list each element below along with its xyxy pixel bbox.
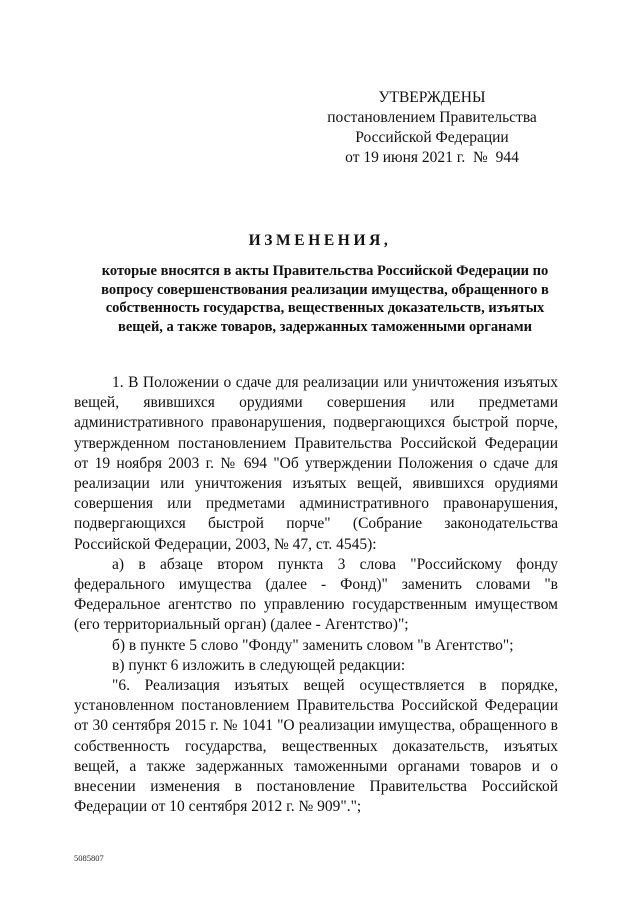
approval-issuer: постановлением Правительства — [327, 109, 537, 126]
document-heading: ИЗМЕНЕНИЯ, — [248, 232, 392, 249]
document-body — [74, 373, 558, 817]
paragraph-4: в) пункт 6 изложить в следующей редакции: — [112, 656, 406, 674]
approval-date-number: от 19 июня 2021 г. № 944 — [345, 149, 519, 166]
paragraph-3: б) в пункте 5 слово "Фонду" заменить словом "в Агентство"; — [112, 636, 514, 654]
paragraph-1: 1. В Положении о сдаче для реализации или уничтожения изъятых вещей, явившихся орудиями совершения или предметами административного правонарушения, подвергающихся быстрой порче, утвержденном постановлением Правительства Российской Федерации от 19 ноября 2003 г. № 694 "Об утверждении Положения о сдаче для реализации или уничтожения изъятых вещей, явившихся орудиями совершения или предметами административного правонарушения, подвергающихся быстрой порче" (Собрание законодательства Российской Федерации, 2003, № 47, ст. 4545): — [74, 374, 558, 553]
approval-title: УТВЕРЖДЕНЫ — [378, 89, 486, 106]
approval-stamp — [312, 88, 552, 168]
paragraph-5: "6. Реализация изъятых вещей осуществляется в порядке, установленном постановлением Правительства Российской Федерации от 30 сентября 2015 г. № 1041 "О реализации имущества, обращенного в собственность государства, вещественных доказательств, изъятых вещей, а также задержанных таможенными органами товаров и о внесении изменения в постановление Правительства Российской Федерации от 10 сентября 2012 г. № 909"."; — [74, 677, 558, 816]
document-code: 5085807 — [74, 853, 104, 863]
approval-country: Российской Федерации — [355, 129, 509, 146]
paragraph-2: а) в абзаце втором пункта 3 слова "Российскому фонду федерального имущества (далее - Фонд)" заменить словами "в Федеральное агентство по управлению государственным имуществом (его территориальный орган) (далее - Агентство)"; — [74, 555, 558, 634]
document-subtitle: которые вносятся в акты Правительства Российской Федерации по вопросу совершенствования реализации имущества, обращенного в собственность государства, вещественных доказательств, изъятых вещей, а также товаров, задержанных таможенными органами — [101, 263, 549, 335]
